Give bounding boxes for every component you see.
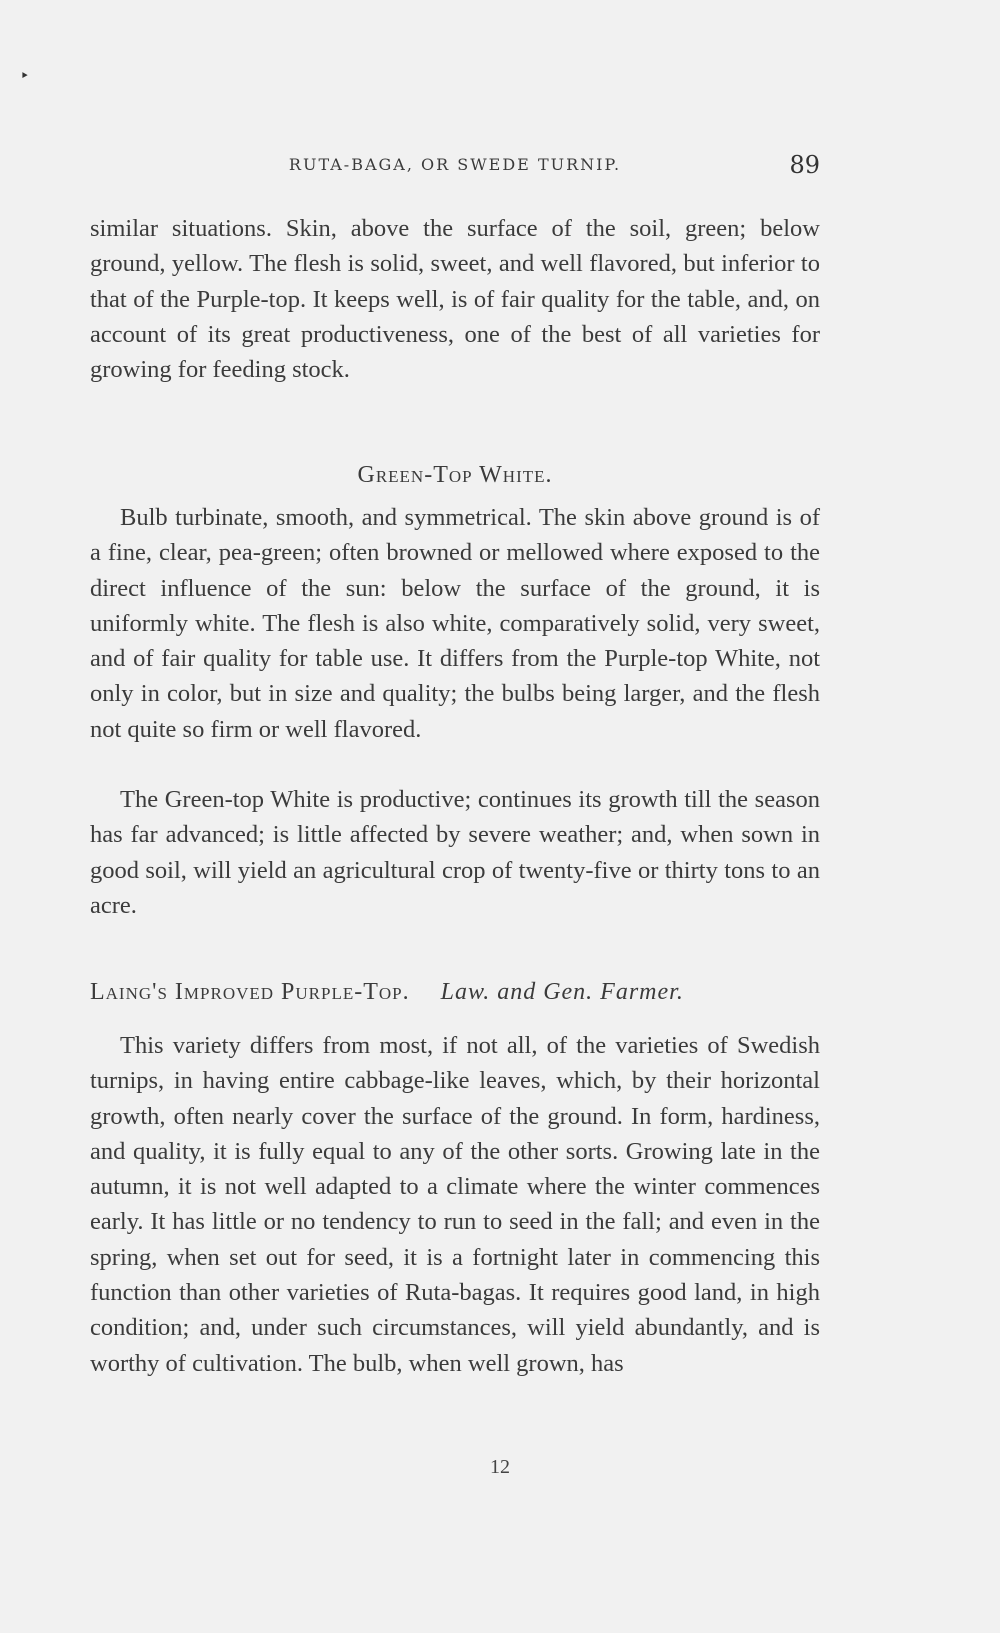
paragraph-green-top-description: Bulb turbinate, smooth, and symmetrical. The skin above ground is of a fine, clear, pea-green; often browned or mellowed where exposed to the direct influence of the sun: below the surface of the ground, it is uniformly white. The flesh is also white, comparatively solid, very sweet, and of fair quality for table use. It differs from the Purple-top White, not only in color, but in size and quality; the bulbs being larger, and the flesh not quite so firm or well flavored. bbox=[90, 504, 820, 743]
running-head-title: RUTA-BAGA, OR SWEDE TURNIP. bbox=[288, 155, 622, 174]
paragraph-green-top-productivity: The Green-top White is productive; continues its growth till the season has far advanced; is little affected by severe weather; and, when sown in good soil, will yield an agricultural crop of twenty-five or thirty tons to an acre. bbox=[90, 786, 820, 919]
paragraph-laings-description: This variety differs from most, if not all, of the varieties of Swedish turnips, in having entire cabbage-like leaves, which, by their horizontal growth, often nearly cover the surface of the ground. In form, hardiness, and quality, it is fully equal to any of the other sorts. Growing late in the autumn, it is not well adapted to a climate where the winter commences early. It has little or no tendency to run to seed in the fall; and even in the spring, when set out for seed, it is a fortnight later in commencing this function than other varieties of Ruta-bagas. It requires good land, in high condition; and, under such circumstances, will yield abundantly, and is worthy of cultivation. The bulb, when well grown, has bbox=[90, 1032, 820, 1377]
page-number: 89 bbox=[789, 151, 820, 179]
section-heading-laings bbox=[90, 979, 820, 1006]
signature-mark: 12 bbox=[490, 1456, 510, 1478]
section-heading-green-top-white: Green-Top White. bbox=[357, 462, 553, 488]
laings-heading-title: Laing's Improved Purple-Top. bbox=[90, 979, 410, 1005]
margin-mark: ‣ bbox=[20, 66, 30, 85]
laings-heading-source: Law. and Gen. Farmer. bbox=[440, 979, 684, 1005]
paragraph-continuation: similar situations. Skin, above the surface of the soil, green; below ground, yellow. The flesh is solid, sweet, and well flavored, but inferior to that of the Purple-top. It keeps well, is of fair quality for the table, and, on account of its great productiveness, one of the best of all varieties for growing for feeding stock. bbox=[90, 215, 820, 384]
running-head bbox=[90, 151, 820, 185]
